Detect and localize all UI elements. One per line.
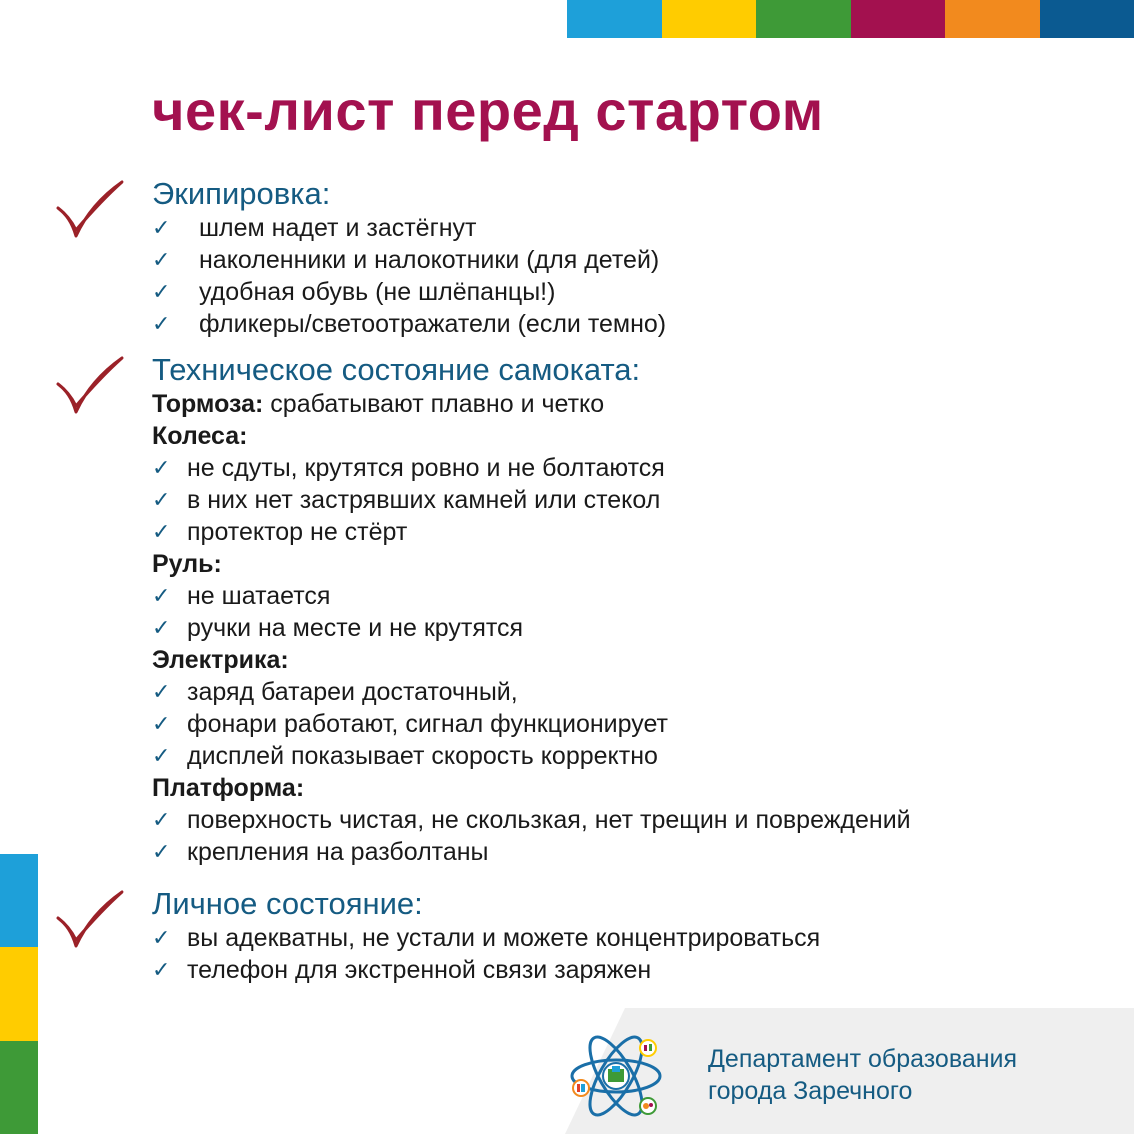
tick-icon: ✓ <box>152 925 171 950</box>
list-item: удобная обувь (не шлёпанцы!) <box>199 278 556 306</box>
list-item: крепления на разболтаны <box>187 838 489 866</box>
tick-icon: ✓ <box>152 957 171 982</box>
electrics-label: Электрика: <box>152 646 289 674</box>
tick-icon: ✓ <box>152 615 171 640</box>
tick-icon: ✓ <box>152 215 171 240</box>
section-title-personal: Личное состояние: <box>152 886 423 921</box>
stripe-navy <box>1040 0 1134 38</box>
list-item: не сдуты, крутятся ровно и не болтаются <box>187 454 665 482</box>
brakes-label: Тормоза: <box>152 390 264 418</box>
list-item: дисплей показывает скорость корректно <box>187 742 658 770</box>
check-mark-icon <box>54 888 126 952</box>
list-item: в них нет застрявших камней или стекол <box>187 486 661 514</box>
stripe-green <box>756 0 851 38</box>
tick-icon: ✓ <box>152 839 171 864</box>
platform-label: Платформа: <box>152 774 305 802</box>
stripe-orange <box>945 0 1040 38</box>
list-item: шлем надет и застёгнут <box>199 214 477 242</box>
stripe-yellow <box>0 947 38 1040</box>
tick-icon: ✓ <box>152 279 171 304</box>
tick-icon: ✓ <box>152 247 171 272</box>
list-item: ручки на месте и не крутятся <box>187 614 524 642</box>
list-item: протектор не стёрт <box>187 518 408 546</box>
wheels-label: Колеса: <box>152 422 248 450</box>
stripe-green <box>0 1041 38 1134</box>
list-item: телефон для экстренной связи заряжен <box>187 956 652 984</box>
list-item: фонари работают, сигнал функционирует <box>187 710 669 738</box>
tick-icon: ✓ <box>152 583 171 608</box>
list-item: вы адекватны, не устали и можете концентрироваться <box>187 924 821 952</box>
list-item: поверхность чистая, не скользкая, нет трещин и повреждений <box>187 806 911 834</box>
list-item: наколенники и налокотники (для детей) <box>199 246 660 274</box>
brakes-text: срабатывают плавно и четко <box>263 390 605 418</box>
check-mark-icon <box>54 178 126 242</box>
stripe-blue <box>567 0 662 38</box>
section-title-technical: Техническое состояние самоката: <box>152 352 641 387</box>
page-title: чек-лист перед стартом <box>152 79 824 142</box>
left-color-stripes <box>0 854 38 1134</box>
stripe-yellow <box>662 0 757 38</box>
department-name-line2: города Заречного <box>708 1077 913 1105</box>
atom-logo-icon <box>566 1026 666 1126</box>
list-item: заряд батареи достаточный, <box>187 678 518 706</box>
brakes-line <box>152 388 604 420</box>
tick-icon: ✓ <box>152 679 171 704</box>
steering-label: Руль: <box>152 550 222 578</box>
list-item: не шатается <box>187 582 331 610</box>
top-color-stripes <box>567 0 1134 38</box>
tick-icon: ✓ <box>152 487 171 512</box>
tick-icon: ✓ <box>152 711 171 736</box>
department-name-line1: Департамент образования <box>708 1045 1018 1073</box>
check-mark-icon <box>54 354 126 418</box>
tick-icon: ✓ <box>152 311 171 336</box>
tick-icon: ✓ <box>152 743 171 768</box>
tick-icon: ✓ <box>152 455 171 480</box>
section-title-equipment: Экипировка: <box>152 176 331 211</box>
list-item: фликеры/светоотражатели (если темно) <box>199 310 667 338</box>
tick-icon: ✓ <box>152 519 171 544</box>
stripe-blue <box>0 854 38 947</box>
stripe-crimson <box>851 0 946 38</box>
tick-icon: ✓ <box>152 807 171 832</box>
